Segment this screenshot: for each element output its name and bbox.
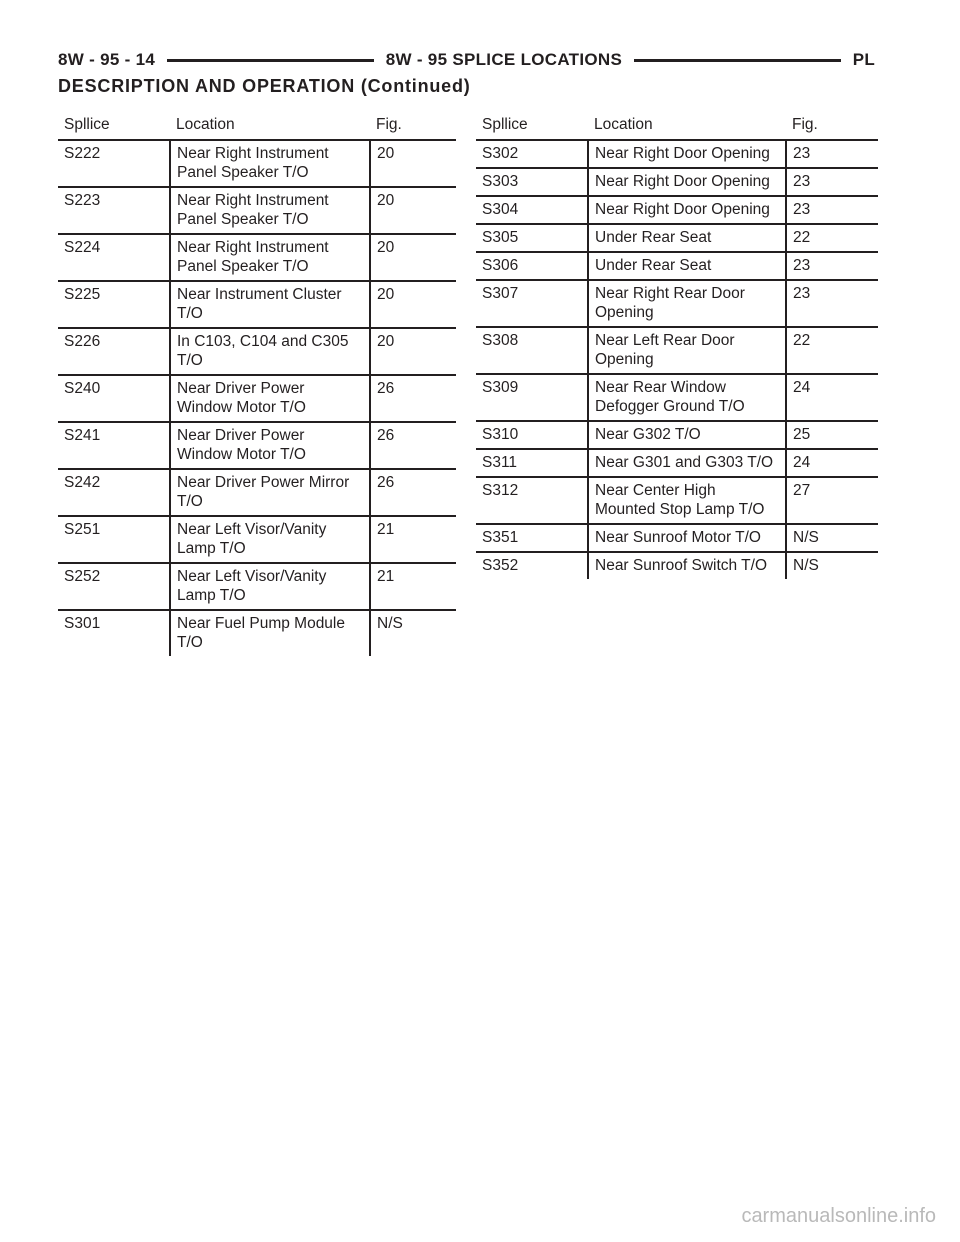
location-cell: Near G302 T/O (588, 421, 786, 449)
header-rule-right (634, 59, 841, 62)
table-row (476, 196, 878, 224)
location-cell: Near Rear Window Defogger Ground T/O (588, 374, 786, 421)
location-cell: Under Rear Seat (588, 224, 786, 252)
splice-table-right (476, 111, 878, 579)
table-row (476, 140, 878, 168)
splice-id-cell: S222 (58, 140, 170, 187)
table-row (58, 281, 456, 328)
location-cell: Under Rear Seat (588, 252, 786, 280)
location-cell: Near Right Door Opening (588, 140, 786, 168)
splice-id-cell: S306 (476, 252, 588, 280)
table-row (476, 477, 878, 524)
table-row (58, 187, 456, 234)
table-row (476, 168, 878, 196)
location-cell: Near Right Door Opening (588, 168, 786, 196)
splice-id-cell: S225 (58, 281, 170, 328)
location-cell: Near Fuel Pump Module T/O (170, 610, 370, 656)
fig-cell: 21 (370, 516, 456, 563)
column-header-location: Location (170, 111, 370, 140)
location-cell: Near Left Rear Door Opening (588, 327, 786, 374)
table-row (58, 375, 456, 422)
column-header-location: Location (588, 111, 786, 140)
splice-id-cell: S301 (64, 615, 101, 632)
table-header-row (58, 111, 456, 140)
table-row (58, 140, 456, 187)
fig-cell: 20 (370, 234, 456, 281)
splice-id-cell: S351 (476, 524, 588, 552)
table-row (476, 327, 878, 374)
splice-id-cell: S305 (476, 224, 588, 252)
splice-id-cell: S307 (476, 280, 588, 327)
splice-id-cell: S224 (58, 234, 170, 281)
fig-cell: 26 (370, 422, 456, 469)
splice-id-cell: S302 (476, 140, 588, 168)
table-row (476, 252, 878, 280)
fig-cell: 22 (786, 224, 878, 252)
splice-table-left (58, 111, 456, 656)
column-header-splice: Spllice (476, 111, 588, 140)
fig-cell: 23 (786, 140, 878, 168)
splice-id-cell: S311 (476, 449, 588, 477)
splice-id-cell: S308 (476, 327, 588, 374)
location-cell: Near Driver Power Window Motor T/O (170, 422, 370, 469)
column-header-splice: Spllice (58, 111, 170, 140)
page-header (58, 48, 875, 72)
splice-id-cell: S352 (482, 557, 519, 574)
header-rule-left (167, 59, 374, 62)
location-cell: Near Center High Mounted Stop Lamp T/O (588, 477, 786, 524)
location-cell: Near Driver Power Window Motor T/O (170, 375, 370, 422)
fig-cell: 23 (786, 252, 878, 280)
table-row (58, 328, 456, 375)
location-cell: Near Sunroof Motor T/O (588, 524, 786, 552)
location-cell: Near Left Visor/Vanity Lamp T/O (170, 516, 370, 563)
location-cell: Near Instrument Cluster T/O (170, 281, 370, 328)
fig-cell: 20 (370, 140, 456, 187)
section-heading: DESCRIPTION AND OPERATION (Continued) (58, 76, 471, 96)
table-row (58, 516, 456, 563)
table-row (476, 449, 878, 477)
fig-cell: 22 (786, 327, 878, 374)
splice-id-cell: S251 (58, 516, 170, 563)
splice-id-cell: S242 (58, 469, 170, 516)
table-row (476, 552, 878, 579)
table-row (58, 563, 456, 610)
splice-id-cell: S223 (58, 187, 170, 234)
section-title: 8W - 95 SPLICE LOCATIONS (385, 50, 623, 69)
location-cell: Near Right Instrument Panel Speaker T/O (170, 140, 370, 187)
splice-id-cell: S226 (58, 328, 170, 375)
table-row (476, 280, 878, 327)
table-row (58, 422, 456, 469)
page-number: 8W - 95 - 14 (58, 50, 156, 69)
location-cell: Near Left Visor/Vanity Lamp T/O (170, 563, 370, 610)
table-row (476, 524, 878, 552)
fig-cell: 20 (370, 328, 456, 375)
splice-id-cell: S309 (476, 374, 588, 421)
column-header-fig: Fig. (786, 111, 878, 140)
model-code: PL (852, 50, 876, 69)
table-row (58, 234, 456, 281)
fig-cell: 25 (786, 421, 878, 449)
fig-cell: 24 (786, 449, 878, 477)
location-cell: Near Right Instrument Panel Speaker T/O (170, 234, 370, 281)
table-row (58, 469, 456, 516)
location-cell: Near Right Instrument Panel Speaker T/O (170, 187, 370, 234)
table-row (476, 421, 878, 449)
location-cell: Near Right Door Opening (588, 196, 786, 224)
column-header-fig: Fig. (370, 111, 456, 140)
splice-id-cell: S303 (476, 168, 588, 196)
splice-id-cell: S312 (476, 477, 588, 524)
fig-cell: N/S (786, 524, 878, 552)
fig-cell: 26 (370, 375, 456, 422)
fig-cell: N/S (370, 610, 456, 656)
location-cell: Near Sunroof Switch T/O (588, 552, 786, 579)
table-row (58, 610, 456, 656)
splice-id-cell: S252 (58, 563, 170, 610)
splice-id-cell: S310 (476, 421, 588, 449)
fig-cell: 23 (786, 196, 878, 224)
table-header-row (476, 111, 878, 140)
fig-cell: 27 (786, 477, 878, 524)
fig-cell: 20 (370, 281, 456, 328)
fig-cell: 23 (786, 280, 878, 327)
fig-cell: 21 (370, 563, 456, 610)
location-cell: Near Right Rear Door Opening (588, 280, 786, 327)
table-row (476, 224, 878, 252)
splice-id-cell: S241 (58, 422, 170, 469)
fig-cell: 20 (370, 187, 456, 234)
splice-id-cell: S304 (476, 196, 588, 224)
splice-id-cell: S240 (58, 375, 170, 422)
fig-cell: N/S (786, 552, 878, 579)
location-cell: Near Driver Power Mirror T/O (170, 469, 370, 516)
fig-cell: 24 (786, 374, 878, 421)
fig-cell: 23 (786, 168, 878, 196)
table-row (476, 374, 878, 421)
watermark: carmanualsonline.info (741, 1205, 936, 1227)
location-cell: In C103, C104 and C305 T/O (170, 328, 370, 375)
location-cell: Near G301 and G303 T/O (588, 449, 786, 477)
fig-cell: 26 (370, 469, 456, 516)
